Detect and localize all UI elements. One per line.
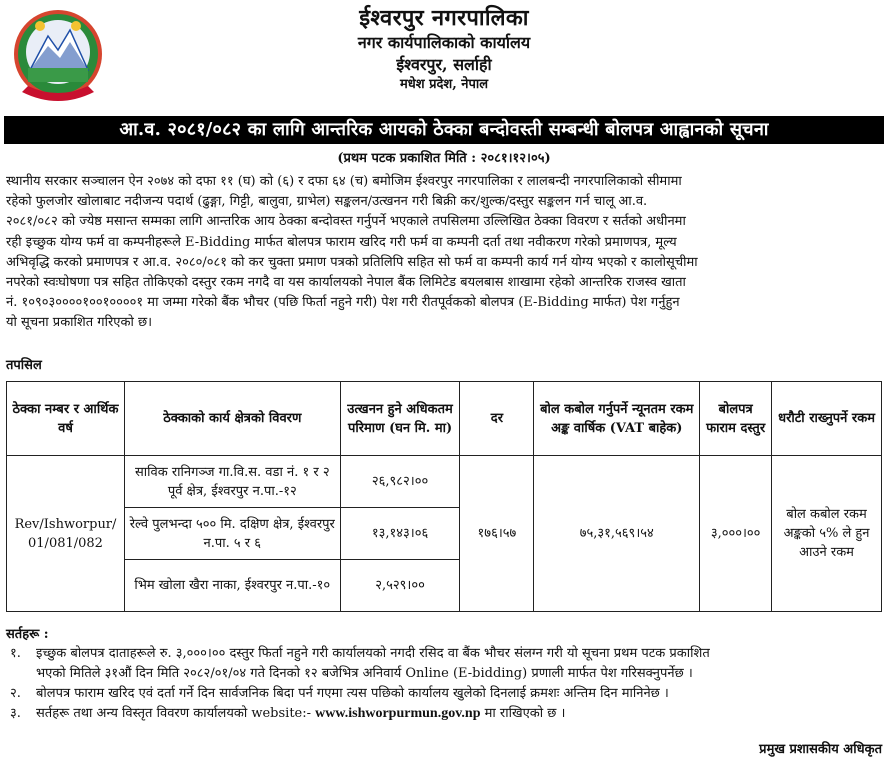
header-form-fee: बोलपत्र फाराम दस्तुर (700, 382, 772, 456)
conditions-title: सर्तहरू : (6, 627, 49, 642)
body-line: नपरेको स्वःघोषणा पत्र सहित तोकिएको दस्तुर रकम नगदै वा यस कार्यालयको नेपाल बैंक लिमिटेड बयलबास शाखामा रहेको आन्तरिक राजस्व खाता (6, 275, 686, 291)
header-deposit: धरौटी राख्नुपर्ने रकम (772, 382, 882, 456)
tapasil-label: तपसिल (6, 358, 42, 373)
form-fee-cell: ३,०००।०० (700, 456, 772, 612)
quantity-cell: २६,९८२।०० (340, 456, 460, 508)
notice-heading: आ.व. २०८१/०८२ का लागि आन्तरिक आयको ठेक्का बन्दोवस्ती सम्बन्धी बोलपत्र आह्वानको सूचना (4, 116, 884, 144)
header-min-amount: बोल कबोल गर्नुपर्ने न्यूनतम रकम अङ्क वार्षिक (VAT बाहेक) (534, 382, 700, 456)
notice-body (6, 172, 882, 334)
body-line: यो सूचना प्रकाशित गरिएको छ। (6, 315, 153, 331)
body-line: रहेको फुलजोर खोलाबाट नदीजन्य पदार्थ (ढुङ्गा, गिट्टी, बालुवा, ग्राभेल) सङ्कलन/उत्खनन गरी बिक्री कर/शुल्क/दस्तुर सङ्कलन गर्न चालू आ.व. (6, 194, 648, 210)
condition-text: बोलपत्र फाराम खरिद एवं दर्ता गर्ने दिन सार्वजनिक बिदा पर्न गएमा त्यस पछिको कार्यालय खुलेको दिनलाई क्रमशः अन्तिम दिन मानिनेछ । (36, 686, 669, 701)
rate-cell: १७६।५७ (460, 456, 534, 612)
condition-number: १. (10, 646, 21, 661)
header-quantity: उत्खनन हुने अधिकतम परिमाण (घन मि. मा) (340, 382, 460, 456)
office-location: ईश्वरपुर, सर्लाही (396, 55, 492, 74)
condition-text (36, 704, 882, 724)
condition-text-post: मा राखिएको छ । (484, 706, 566, 721)
office-name: नगर कार्यपालिकाको कार्यालय (357, 33, 531, 52)
area-cell: रेल्वे पुलभन्दा ५०० मि. दक्षिण क्षेत्र, ईश्वरपुर न.पा. ५ र ६ (124, 508, 340, 560)
header-rate: दर (460, 382, 534, 456)
body-line: स्थानीय सरकार सञ्चालन ऐन २०७४ को दफा ११ (घ) को (६) र दफा ६४ (च) बमोजिम ईश्वरपुर नगरपालिका र लालबन्दी नगरपालिकाको सीमामा (6, 174, 682, 189)
contract-no-cell: Rev/Ishworpur/ 01/081/082 (7, 456, 125, 612)
deposit-cell: बोल कबोल रकम अङ्कको ५% ले हुन आउने रकम (772, 456, 882, 612)
table-row (7, 456, 882, 508)
condition-text-pre: सर्तहरू तथा अन्य विस्तृत विवरण कार्यालयको website:- (36, 706, 312, 721)
body-line: २०८१/०८२ को ज्येष्ठ मसान्त सम्मका लागि आन्तरिक आय ठेक्का बन्दोवस्त गर्नुपर्ने भएकाले तपसिलमा उल्लिखित ठेक्का विवरण र सर्तको अधीनमा (6, 214, 686, 230)
table-header-row (7, 382, 882, 456)
website-link[interactable]: www.ishworpurmun.gov.np (315, 706, 481, 721)
condition-text: इच्छुक बोलपत्र दाताहरूले रु. ३,०००।०० दस्तुर फिर्ता नहुने गरी कार्यालयको नगदी रसिद वा बैंक भौचर संलग्न गरी यो सूचना प्रथम पटक प्रकाशित (36, 646, 710, 661)
header-contract-no: ठेक्का नम्बर र आर्थिक वर्ष (7, 382, 125, 456)
area-cell: भिम खोला खैरा नाका, ईश्वरपुर न.पा.-१० (124, 560, 340, 612)
office-province: मधेश प्रदेश, नेपाल (399, 77, 489, 92)
condition-number: २. (10, 686, 21, 701)
min-amount-cell: ७५,३१,५६९।५४ (534, 456, 700, 612)
body-line: नं. १०९०३००००१००१००००१ मा जम्मा गरेको बैंक भौचर (पछि फिर्ता नहुने गरी) पेश गरी रीतपूर्वकको बोलपत्र (E-Bidding मार्फत) पेश गर्नुहुन (6, 295, 680, 311)
body-line: अभिवृद्धि करको प्रमाणपत्र र आ.व. २०८०/०८१ को कर चुक्ता प्रमाण पत्रको प्रतिलिपि सहित सो फर्म वा कम्पनी कार्य गर्न योग्य भएको र कालोसूचीमा (6, 254, 698, 270)
published-date: (प्रथम पटक प्रकाशित मिति : २०८१।१२।०५) (337, 151, 551, 166)
quantity-cell: १३,१४३।०६ (340, 508, 460, 560)
condition-text: भएको मितिले ३१औं दिन मिति २०८२/०१/०४ गते दिनको १२ बजेभित्र अनिवार्य Online (E-bidding) प्रणाली मार्फत पेश गरिसक्नुपर्नेछ । (36, 666, 693, 681)
quantity-cell: २,५२९।०० (340, 560, 460, 612)
condition-item (6, 704, 882, 724)
signature: प्रमुख प्रशासकीय अधिकृत (759, 742, 882, 757)
condition-item (6, 644, 882, 684)
body-line: रही इच्छुक योग्य फर्म वा कम्पनीहरूले E-Bidding मार्फत बोलपत्र फाराम खरिद गरी फर्म वा कम्पनी दर्ता तथा नवीकरण गरेको प्रमाणपत्र, मूल्य (6, 234, 677, 250)
contract-table (6, 381, 882, 612)
municipality-title: ईश्वरपुर नगरपालिका (359, 5, 529, 31)
conditions-list (6, 644, 882, 724)
office-header (0, 4, 888, 94)
condition-number: ३. (10, 706, 21, 721)
header-area: ठेक्काको कार्य क्षेत्रको विवरण (124, 382, 340, 456)
area-cell: साविक रानिगञ्ज गा.वि.स. वडा नं. १ र २ पूर्व क्षेत्र, ईश्वरपुर न.पा.-१२ (124, 456, 340, 508)
condition-item (6, 684, 882, 704)
